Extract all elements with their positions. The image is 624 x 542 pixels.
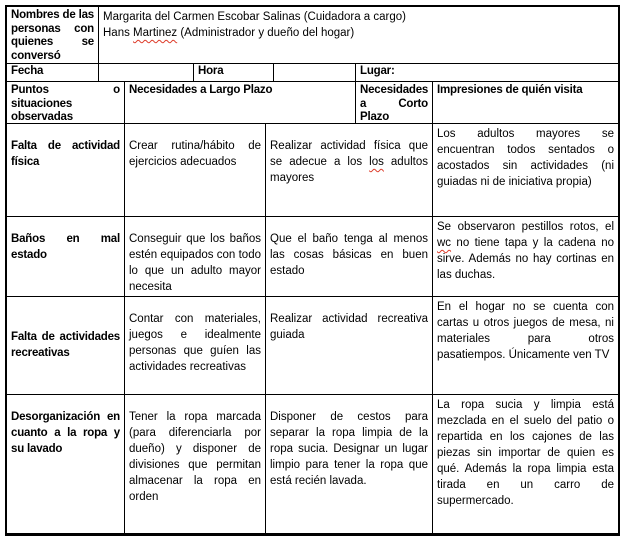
observation-cell: Baños en mal estado (7, 217, 125, 296)
text-segment: Realizar actividad recreativa guiada (270, 313, 428, 341)
misspelled-word: los (369, 156, 384, 168)
long-term-need-1-cell (125, 124, 266, 216)
text-segment: Conseguir que los baños estén equipados con todo lo que un adulto mayor necesita (129, 233, 261, 293)
impression-cell (433, 395, 618, 533)
observation-cell: Desorganización en cuanto a la ropa y su lavado (7, 395, 125, 533)
impression-cell (433, 217, 618, 296)
long-term-need-1-cell (125, 395, 266, 533)
text-segment: Disponer de cestos para separar la ropa limpia de la ropa sucia. Designar un lugar limpio para tener la ropa que está recién lavada. (270, 411, 428, 487)
observation-row (7, 217, 618, 297)
observation-cell: Falta de actividades recreativas (7, 297, 125, 394)
hora-label: Hora (194, 64, 274, 81)
text-segment: En el hogar no se cuenta con cartas u otros juegos de mesa, ni materiales para otros pasatiempos. Únicamente ven TV (437, 301, 614, 361)
text-segment: Se observaron pestillos rotos, el (437, 221, 614, 233)
header-impressions: Impresiones de quién visita (437, 84, 583, 96)
table-body (7, 124, 618, 533)
observation-cell: Falta de actividad física (7, 124, 125, 216)
text-segment: Contar con materiales, juegos e idealmente personas que guíen las actividades recreativas (129, 313, 261, 373)
misspelled-word: wc (437, 237, 452, 249)
header-short-term: Necesidades a Corto Plazo (356, 82, 433, 123)
observation-table (5, 5, 620, 536)
text-segment: no tiene tapa y la cadena no sirve. Además no hay cortinas en las duchas. (437, 237, 614, 281)
observation-row (7, 297, 618, 395)
text-segment: adultos mayores (270, 156, 428, 184)
header-long-term: Necesidades a Largo Plazo (125, 82, 356, 123)
text-segment: (Administrador y dueño del hogar) (177, 27, 355, 39)
fecha-value-field[interactable] (99, 64, 194, 81)
text-segment: Que el baño tenga al menos las cosas básicas en buen estado (270, 233, 428, 277)
names-row (7, 7, 618, 64)
text-segment: Hans (103, 27, 134, 39)
observation-row (7, 124, 618, 217)
text-segment: Crear rutina/hábito de ejercicios adecuados (129, 140, 261, 168)
impression-cell (433, 297, 618, 394)
names-value (99, 7, 618, 63)
misspelled-word: Martinez (133, 27, 178, 39)
names-line (103, 25, 614, 41)
text-segment: Los adultos mayores se encuentran todos sentados o acostados sin actividades (ni guiadas ni de iniciativa propia) (437, 128, 614, 188)
long-term-need-1-cell (125, 217, 266, 296)
long-term-need-2-cell (266, 217, 433, 296)
names-line (103, 9, 614, 25)
observation-row (7, 395, 618, 533)
fecha-label: Fecha (7, 64, 99, 81)
hora-value-field[interactable] (274, 64, 356, 81)
long-term-need-2-cell (266, 124, 433, 216)
long-term-need-2-cell (266, 297, 433, 394)
long-term-need-2-cell (266, 395, 433, 533)
header-row (7, 82, 618, 124)
header-observations: Puntos o situaciones observadas (7, 82, 125, 123)
lugar-label[interactable]: Lugar: (360, 65, 395, 77)
impression-cell (433, 124, 618, 216)
text-segment: Margarita del Carmen Escobar Salinas (Cuidadora a cargo) (103, 11, 406, 23)
text-segment: Tener la ropa marcada (para diferenciarla por dueño) y disponer de divisiones que permitan almacenar la ropa en orden (129, 411, 261, 503)
names-label: Nombres de las personas con quienes se conversó (7, 7, 99, 63)
text-segment: La ropa sucia y limpia está mezclada en el suelo del patio o repartida en los cajones de las piezas sin importar de quien es qué. Además la ropa limpia esta tirada en un carro de supermercado. (437, 399, 614, 507)
meta-row (7, 64, 618, 82)
long-term-need-1-cell (125, 297, 266, 394)
text-segment: Realizar actividad física que se adecue a los (270, 140, 428, 168)
